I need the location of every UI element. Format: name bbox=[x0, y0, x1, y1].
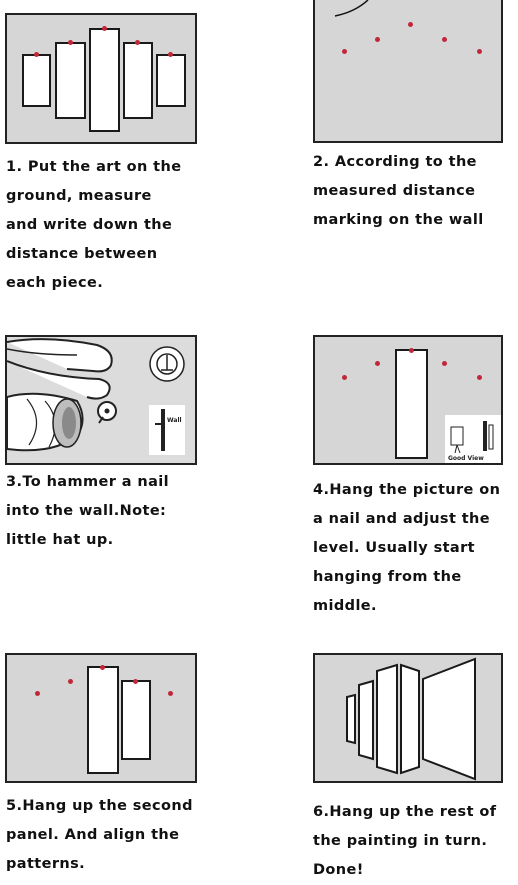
center-panel-hung bbox=[395, 349, 428, 459]
wall-mark-dot bbox=[168, 691, 173, 696]
step-1-illustration bbox=[5, 13, 197, 144]
caption-line: patterns. bbox=[6, 856, 86, 872]
hook-dot bbox=[34, 52, 39, 57]
caption-line: marking on the wall bbox=[313, 212, 484, 228]
caption-line: hanging from the bbox=[313, 569, 462, 585]
step-5-illustration bbox=[5, 653, 197, 783]
step-4-caption bbox=[313, 476, 500, 621]
art-piece-1 bbox=[22, 54, 51, 107]
wall-mark-dot bbox=[375, 37, 380, 42]
wall-side-view-inset bbox=[149, 405, 185, 455]
caption-line: measured distance bbox=[313, 183, 476, 199]
art-piece-3-center bbox=[89, 28, 120, 132]
art-piece-4 bbox=[123, 42, 153, 119]
caption-line: each piece. bbox=[6, 275, 104, 291]
caption-line: level. Usually start bbox=[313, 540, 475, 556]
second-panel-hung bbox=[121, 680, 151, 760]
caption-line: 3.To hammer a nail bbox=[6, 474, 170, 490]
hook-dot bbox=[133, 679, 138, 684]
step-3-caption bbox=[6, 468, 169, 555]
caption-line: 6.Hang up the rest of bbox=[313, 804, 497, 820]
hook-dot bbox=[168, 52, 173, 57]
caption-line: and write down the bbox=[6, 217, 173, 233]
hook-dot bbox=[100, 665, 105, 670]
hook-dot bbox=[68, 40, 73, 45]
caption-line: 2. According to the bbox=[313, 154, 477, 170]
caption-line: middle. bbox=[313, 598, 377, 614]
caption-line: 5.Hang up the second bbox=[6, 798, 193, 814]
wall-mark-dot bbox=[375, 361, 380, 366]
caption-line: the painting in turn. bbox=[313, 833, 488, 849]
wall-mark-dot bbox=[442, 361, 447, 366]
step-4-illustration bbox=[313, 335, 503, 465]
finished-panels-perspective bbox=[315, 655, 503, 783]
art-piece-5 bbox=[156, 54, 186, 107]
caption-line: distance between bbox=[6, 246, 158, 262]
step-2-caption bbox=[313, 148, 484, 235]
caption-line: Done! bbox=[313, 862, 364, 878]
art-piece-2 bbox=[55, 42, 86, 119]
wall-mark-dot bbox=[342, 49, 347, 54]
wall-mark-dot bbox=[477, 49, 482, 54]
nail-section bbox=[155, 423, 165, 425]
hook-dot bbox=[102, 26, 107, 31]
pencil-line-icon bbox=[330, 0, 390, 18]
wall-mark-dot bbox=[68, 679, 73, 684]
step-1-caption bbox=[6, 153, 181, 298]
step-2-illustration bbox=[313, 0, 503, 143]
center-panel-hung bbox=[87, 666, 119, 774]
hook-dot bbox=[409, 348, 414, 353]
good-view-label: Good View bbox=[448, 455, 484, 462]
wall-mark-dot bbox=[408, 22, 413, 27]
wall-mark-dot bbox=[35, 691, 40, 696]
caption-line: a nail and adjust the bbox=[313, 511, 491, 527]
wall-mark-dot bbox=[442, 37, 447, 42]
wall-label: Wall bbox=[167, 417, 182, 424]
caption-line: panel. And align the bbox=[6, 827, 180, 843]
caption-line: 1. Put the art on the bbox=[6, 159, 182, 175]
step-6-illustration bbox=[313, 653, 503, 783]
wall-mark-dot bbox=[342, 375, 347, 380]
caption-line: 4.Hang the picture on bbox=[313, 482, 501, 498]
wall-section bbox=[161, 409, 165, 451]
step-6-caption bbox=[313, 798, 496, 885]
caption-line: little hat up. bbox=[6, 532, 114, 548]
caption-line: ground, measure bbox=[6, 188, 152, 204]
step-5-caption bbox=[6, 792, 193, 879]
hook-dot bbox=[135, 40, 140, 45]
step-3-illustration bbox=[5, 335, 197, 465]
level-view-inset bbox=[445, 415, 501, 463]
wall-mark-dot bbox=[477, 375, 482, 380]
caption-line: into the wall.Note: bbox=[6, 503, 167, 519]
